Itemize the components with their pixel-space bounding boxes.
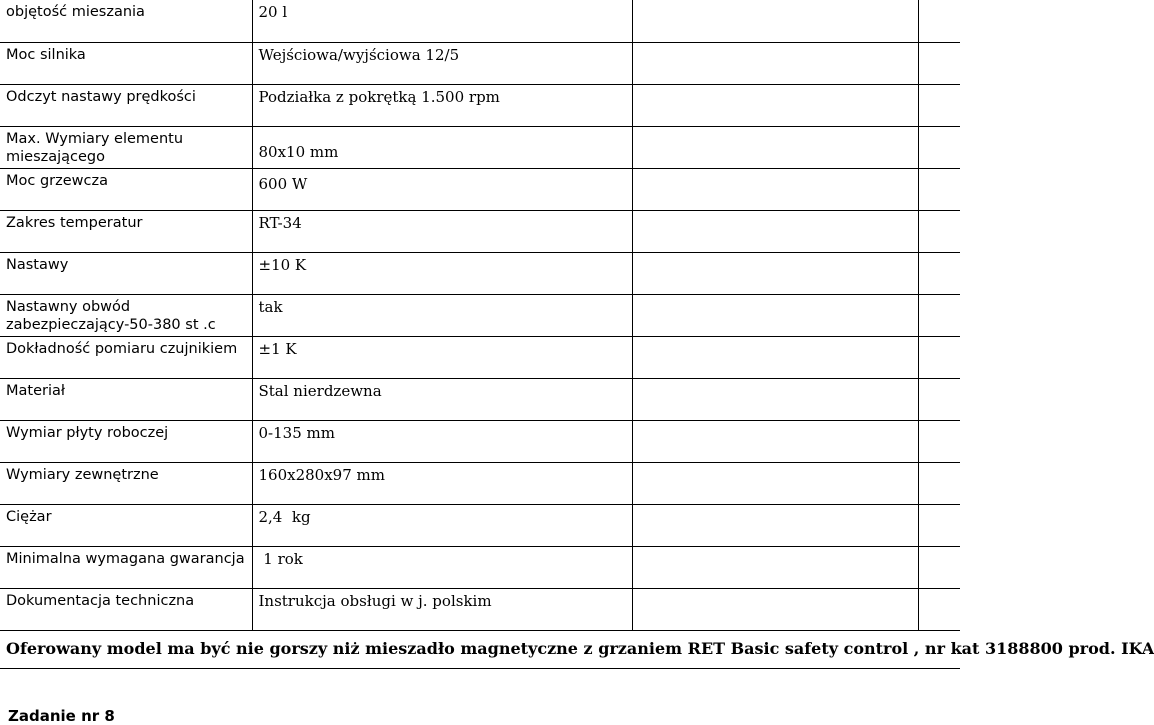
empty-cell: [918, 126, 960, 168]
spec-value: RT-34: [252, 210, 632, 252]
spec-row-settings: [0, 252, 960, 294]
empty-cell: [918, 378, 960, 420]
spec-value: 2,4 kg: [252, 504, 632, 546]
spec-value: 20 l: [252, 0, 632, 42]
empty-cell: [632, 504, 918, 546]
spec-label: Moc grzewcza: [0, 168, 252, 210]
empty-cell: [632, 420, 918, 462]
spec-row-plate-dimension: [0, 420, 960, 462]
spec-value: 0-135 mm: [252, 420, 632, 462]
spec-row-safety-circuit: [0, 294, 960, 336]
empty-cell: [918, 546, 960, 588]
empty-cell: [632, 378, 918, 420]
spec-row-warranty: [0, 546, 960, 588]
spec-row-weight: [0, 504, 960, 546]
empty-cell: [918, 294, 960, 336]
empty-cell: [918, 210, 960, 252]
spec-row-mixing-volume: [0, 0, 960, 42]
spec-row-motor-power: [0, 42, 960, 84]
spec-label: Wymiary zewnętrzne: [0, 462, 252, 504]
spec-label: Moc silnika: [0, 42, 252, 84]
spec-value: 160x280x97 mm: [252, 462, 632, 504]
spec-row-speed-readout: [0, 84, 960, 126]
spec-label: objętość mieszania: [0, 0, 252, 42]
empty-cell: [632, 210, 918, 252]
spec-row-outer-dimensions: [0, 462, 960, 504]
spec-label: Wymiar płyty roboczej: [0, 420, 252, 462]
empty-cell: [918, 420, 960, 462]
empty-cell: [632, 168, 918, 210]
spec-label: Ciężar: [0, 504, 252, 546]
spec-row-stirrer-dimensions: [0, 126, 960, 168]
spec-row-heating-power: [0, 168, 960, 210]
spec-label: Odczyt nastawy prędkości: [0, 84, 252, 126]
empty-cell: [632, 42, 918, 84]
empty-cell: [632, 0, 918, 42]
empty-cell: [632, 546, 918, 588]
empty-cell: [632, 588, 918, 630]
empty-cell: [918, 462, 960, 504]
note-row: [0, 630, 960, 668]
spec-row-temperature-range: [0, 210, 960, 252]
empty-cell: [918, 336, 960, 378]
spec-label: Nastawy: [0, 252, 252, 294]
spec-value: ±10 K: [252, 252, 632, 294]
empty-cell: [632, 252, 918, 294]
spec-value: ±1 K: [252, 336, 632, 378]
empty-cell: [918, 84, 960, 126]
empty-cell: [918, 42, 960, 84]
spec-value: 600 W: [252, 168, 632, 210]
empty-cell: [632, 84, 918, 126]
spec-label: Minimalna wymagana gwarancja: [0, 546, 252, 588]
empty-cell: [918, 0, 960, 42]
spec-label: Max. Wymiary elementu mieszającego: [0, 126, 252, 168]
empty-cell: [918, 252, 960, 294]
empty-cell: [632, 294, 918, 336]
spec-label: Materiał: [0, 378, 252, 420]
task-title: Zadanie nr 8: [8, 707, 115, 725]
spec-value: 1 rok: [252, 546, 632, 588]
spec-value: Stal nierdzewna: [252, 378, 632, 420]
spec-label: Nastawny obwód zabezpieczający-50-380 st .c: [0, 294, 252, 336]
spec-row-material: [0, 378, 960, 420]
spec-value: tak: [252, 294, 632, 336]
empty-cell: [632, 126, 918, 168]
empty-cell: [632, 336, 918, 378]
spec-row-documentation: [0, 588, 960, 630]
empty-cell: [632, 462, 918, 504]
spec-label: Dokumentacja techniczna: [0, 588, 252, 630]
empty-cell: [918, 504, 960, 546]
spec-value: Instrukcja obsługi w j. polskim: [252, 588, 632, 630]
spec-value: Podziałka z pokrętką 1.500 rpm: [252, 84, 632, 126]
spec-label: Zakres temperatur: [0, 210, 252, 252]
empty-cell: [918, 168, 960, 210]
spec-label: Dokładność pomiaru czujnikiem: [0, 336, 252, 378]
empty-cell: [918, 588, 960, 630]
spec-value: 80x10 mm: [252, 126, 632, 168]
spec-value: Wejściowa/wyjściowa 12/5: [252, 42, 632, 84]
spec-row-sensor-accuracy: [0, 336, 960, 378]
offer-note: Oferowany model ma być nie gorszy niż mieszadło magnetyczne z grzaniem RET Basic safety control , nr kat 3188800 prod. IKA: [0, 630, 960, 668]
